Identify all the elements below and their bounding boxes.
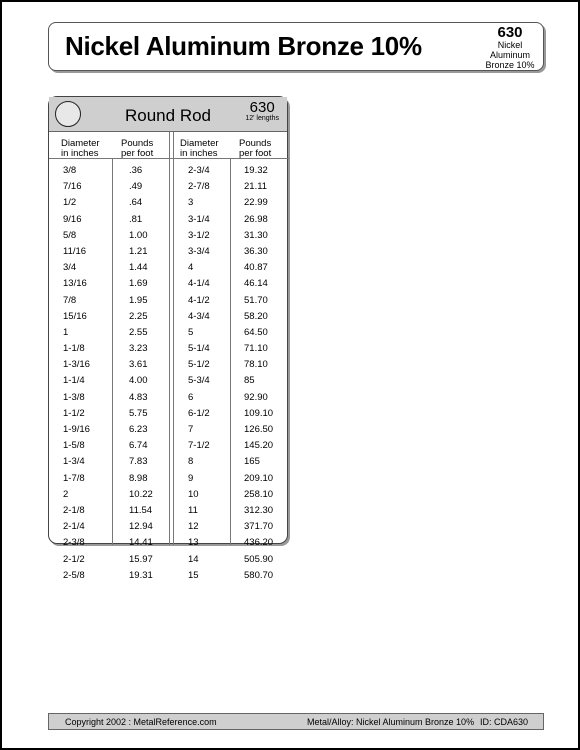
diameter-cell: 1-7/8	[63, 472, 85, 484]
header-code: 630	[497, 24, 523, 41]
pounds-cell: .49	[129, 181, 143, 193]
diameter-cell: 3	[188, 197, 194, 209]
pounds-cell: 1.21	[129, 245, 148, 257]
diameter-cell: 1	[63, 326, 69, 338]
pounds-cell: 85	[244, 375, 255, 387]
pounds-cell: 312.30	[244, 504, 274, 516]
pounds-cell: 21.11	[244, 181, 268, 193]
diameter-cell: 4-3/4	[188, 310, 210, 322]
diameter-cell: 4-1/4	[188, 278, 210, 290]
diameter-cell: 14	[188, 553, 199, 565]
diameter-cell: 5/8	[63, 229, 77, 241]
pounds-cell: 14.41	[129, 537, 153, 549]
diameter-cell: 8	[188, 456, 194, 468]
pounds-cell: 1.69	[129, 278, 148, 290]
header-sub-line1: Nickel	[497, 40, 523, 50]
pounds-cell: 40.87	[244, 262, 268, 274]
diameter-cell: 2	[63, 488, 69, 500]
pounds-cell: 4.83	[129, 391, 148, 403]
diameter-cell: 1-3/16	[63, 359, 90, 371]
pounds-cell: 36.30	[244, 245, 268, 257]
pounds-cell: 3.61	[129, 359, 148, 371]
header-box	[48, 22, 544, 71]
diameter-cell: 7/8	[63, 294, 77, 306]
pounds-cell: 1.00	[129, 229, 148, 241]
diameter-cell: 1-1/8	[63, 343, 85, 355]
diameter-cell: 5-3/4	[188, 375, 210, 387]
table-code-number: 630	[249, 99, 275, 116]
left-diameter-column	[63, 163, 90, 584]
pounds-cell: .81	[129, 213, 143, 225]
col-header-diameter-right: Diameter in inches	[180, 138, 219, 159]
diameter-cell: 1-9/16	[63, 424, 90, 435]
pounds-cell: 58.20	[244, 310, 268, 322]
pounds-cell: 11.54	[129, 504, 153, 516]
footer-copyright: Copyright 2002 : MetalReference.com	[65, 717, 217, 727]
footer-id: ID: CDA630	[480, 717, 529, 727]
diameter-cell: 5	[188, 326, 194, 338]
column-divider-center-b	[173, 132, 174, 545]
pounds-cell: 2.25	[129, 310, 148, 322]
column-divider-3	[230, 158, 231, 545]
diameter-cell: 2-1/2	[63, 553, 85, 565]
pounds-cell: 92.90	[244, 391, 268, 403]
diameter-cell: 7	[188, 424, 194, 435]
header-sub-line3: Bronze 10%	[485, 60, 535, 70]
pounds-cell: 51.70	[244, 294, 268, 306]
header-alloy-code	[482, 25, 538, 70]
pounds-cell: 580.70	[244, 569, 274, 581]
diameter-cell: 15/16	[63, 310, 87, 322]
pounds-cell: 10.22	[129, 488, 153, 500]
col-header-pounds-left: Pounds per foot	[121, 138, 154, 159]
pounds-cell: 5.75	[129, 407, 148, 419]
pounds-cell: 71.10	[244, 343, 268, 355]
pounds-cell: 371.70	[244, 521, 274, 533]
diameter-cell: 3-3/4	[188, 245, 210, 257]
footer-alloy: Metal/Alloy: Nickel Aluminum Bronze 10%	[307, 717, 475, 727]
pounds-cell: 7.83	[129, 456, 148, 468]
header-sub-line2: Aluminum	[489, 50, 530, 60]
diameter-cell: 2-3/8	[63, 537, 85, 549]
col-header-pounds-right: Pounds per foot	[239, 138, 272, 159]
diameter-cell: 3/4	[63, 262, 77, 274]
table-title: Round Rod	[125, 106, 212, 125]
pounds-cell: .36	[129, 165, 143, 176]
pounds-cell: 8.98	[129, 472, 148, 484]
diameter-cell: 1-3/8	[63, 391, 85, 403]
footer-bar	[48, 713, 544, 730]
right-diameter-column	[188, 163, 210, 584]
diameter-cell: 7/16	[63, 181, 82, 193]
diameter-cell: 1-3/4	[63, 456, 85, 468]
pounds-cell: 4.00	[129, 375, 148, 387]
pounds-cell: 6.74	[129, 440, 148, 452]
column-divider-1	[112, 158, 113, 545]
diameter-cell: 6	[188, 391, 194, 403]
pounds-cell: 109.10	[244, 407, 274, 419]
right-pounds-column	[244, 163, 273, 584]
diameter-cell: 5-1/2	[188, 359, 210, 371]
diameter-cell: 11/16	[63, 245, 87, 257]
diameter-cell: 4-1/2	[188, 294, 210, 306]
round-rod-table	[48, 96, 288, 581]
page-title: Nickel Aluminum Bronze 10%	[65, 31, 422, 61]
diameter-cell: 2-1/4	[63, 521, 85, 533]
diameter-cell: 1-5/8	[63, 440, 85, 452]
diameter-cell: 2-1/8	[63, 504, 85, 516]
round-rod-icon	[55, 101, 81, 127]
diameter-cell: 7-1/2	[188, 440, 210, 452]
pounds-cell: .64	[129, 197, 143, 209]
pounds-cell: 26.98	[244, 213, 268, 225]
diameter-cell: 2-7/8	[188, 181, 210, 193]
pounds-cell: 1.95	[129, 294, 148, 306]
table-lengths: 12' lengths	[245, 115, 279, 122]
pounds-cell: 165	[244, 456, 260, 468]
table-header-bar	[49, 97, 287, 132]
diameter-cell: 2-5/8	[63, 569, 85, 581]
diameter-cell: 9	[188, 472, 194, 484]
diameter-cell: 3-1/4	[188, 213, 210, 225]
pounds-cell: 19.31	[129, 569, 153, 581]
diameter-cell: 4	[188, 262, 194, 274]
diameter-cell: 12	[188, 521, 199, 533]
diameter-cell: 5-1/4	[188, 343, 210, 355]
diameter-cell: 11	[188, 504, 198, 516]
pounds-cell: 46.14	[244, 278, 268, 290]
pounds-cell: 64.50	[244, 326, 268, 338]
pounds-cell: 258.10	[244, 488, 274, 500]
diameter-cell: 1/2	[63, 197, 77, 209]
diameter-cell: 1-1/4	[63, 375, 85, 387]
pounds-cell: 505.90	[244, 553, 274, 565]
pounds-cell: 31.30	[244, 229, 268, 241]
pounds-cell: 19.32	[244, 165, 268, 176]
pounds-cell: 126.50	[244, 424, 274, 435]
diameter-cell: 10	[188, 488, 199, 500]
diameter-cell: 9/16	[63, 213, 82, 225]
diameter-cell: 3-1/2	[188, 229, 210, 241]
pounds-cell: 6.23	[129, 424, 148, 435]
diameter-cell: 3/8	[63, 165, 77, 176]
column-divider-center-a	[169, 132, 170, 545]
table-code	[245, 100, 279, 122]
pounds-cell: 12.94	[129, 521, 153, 533]
diameter-cell: 2-3/4	[188, 165, 210, 176]
diameter-cell: 13/16	[63, 278, 87, 290]
diameter-cell: 13	[188, 537, 199, 549]
diameter-cell: 6-1/2	[188, 407, 210, 419]
diameter-cell: 1-1/2	[63, 407, 85, 419]
left-pounds-column	[129, 163, 153, 584]
pounds-cell: 145.20	[244, 440, 274, 452]
pounds-cell: 2.55	[129, 326, 148, 338]
pounds-cell: 78.10	[244, 359, 268, 371]
pounds-cell: 15.97	[129, 553, 153, 565]
pounds-cell: 22.99	[244, 197, 268, 209]
pounds-cell: 1.44	[129, 262, 148, 274]
col-header-diameter-left: Diameter in inches	[61, 138, 100, 159]
pounds-cell: 3.23	[129, 343, 148, 355]
diameter-cell: 15	[188, 569, 199, 581]
pounds-cell: 436.20	[244, 537, 274, 549]
pounds-cell: 209.10	[244, 472, 274, 484]
